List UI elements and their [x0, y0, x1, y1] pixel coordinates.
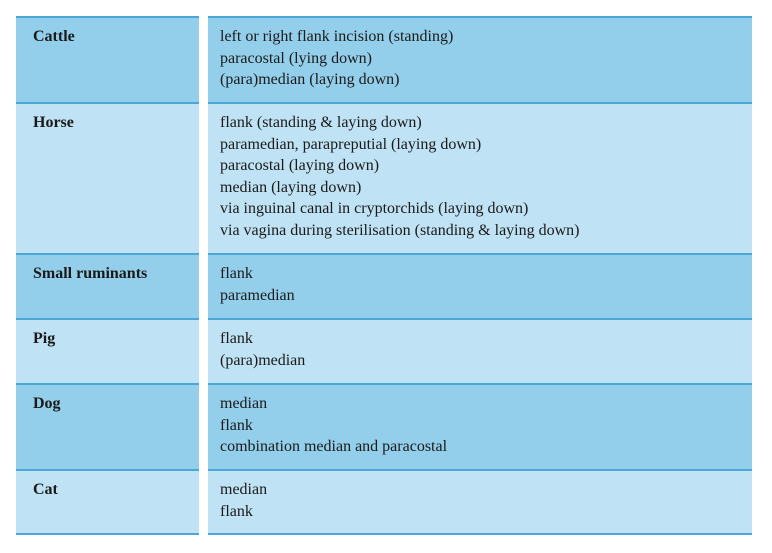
approach-line: paracostal (laying down)	[220, 157, 380, 175]
approach-cell	[208, 102, 752, 253]
animal-cell: Cat	[16, 469, 199, 535]
table-row-pig	[16, 318, 752, 383]
approach-cell	[208, 469, 752, 535]
animal-cell: Pig	[16, 318, 199, 383]
approach-line: via inguinal canal in cryptorchids (laying down)	[220, 200, 529, 218]
approach-cell	[208, 16, 752, 102]
table-row-cattle	[16, 16, 752, 102]
approach-line: flank (standing & laying down)	[220, 114, 422, 131]
approach-line: flank	[220, 265, 253, 282]
approach-line: flank	[220, 502, 253, 520]
approach-table	[16, 16, 752, 535]
animal-cell: Dog	[16, 383, 199, 469]
approach-line: flank	[220, 330, 253, 347]
table-row-cat	[16, 469, 752, 535]
approach-line: paracostal (lying down)	[220, 49, 372, 67]
table-row-small-ruminants	[16, 253, 752, 318]
approach-line: median	[220, 395, 268, 412]
approach-line: left or right flank incision (standing)	[220, 28, 454, 45]
table-row-horse	[16, 102, 752, 253]
approach-cell	[208, 253, 752, 318]
animal-cell: Cattle	[16, 16, 199, 102]
approach-line: (para)median (laying down)	[220, 71, 400, 89]
approach-cell	[208, 383, 752, 469]
animal-cell: Small ruminants	[16, 253, 199, 318]
approach-line: paramedian, parapreputial (laying down)	[220, 135, 482, 153]
approach-line: flank	[220, 416, 253, 434]
table-row-dog	[16, 383, 752, 469]
approach-line: median (laying down)	[220, 178, 362, 196]
approach-line: combination median and paracostal	[220, 438, 448, 456]
approach-line: via vagina during sterilisation (standing & laying down)	[220, 221, 580, 239]
approach-line: (para)median	[220, 351, 306, 369]
approach-cell	[208, 318, 752, 383]
approach-line: paramedian	[220, 286, 295, 304]
approach-line: median	[220, 481, 268, 498]
animal-cell: Horse	[16, 102, 199, 253]
